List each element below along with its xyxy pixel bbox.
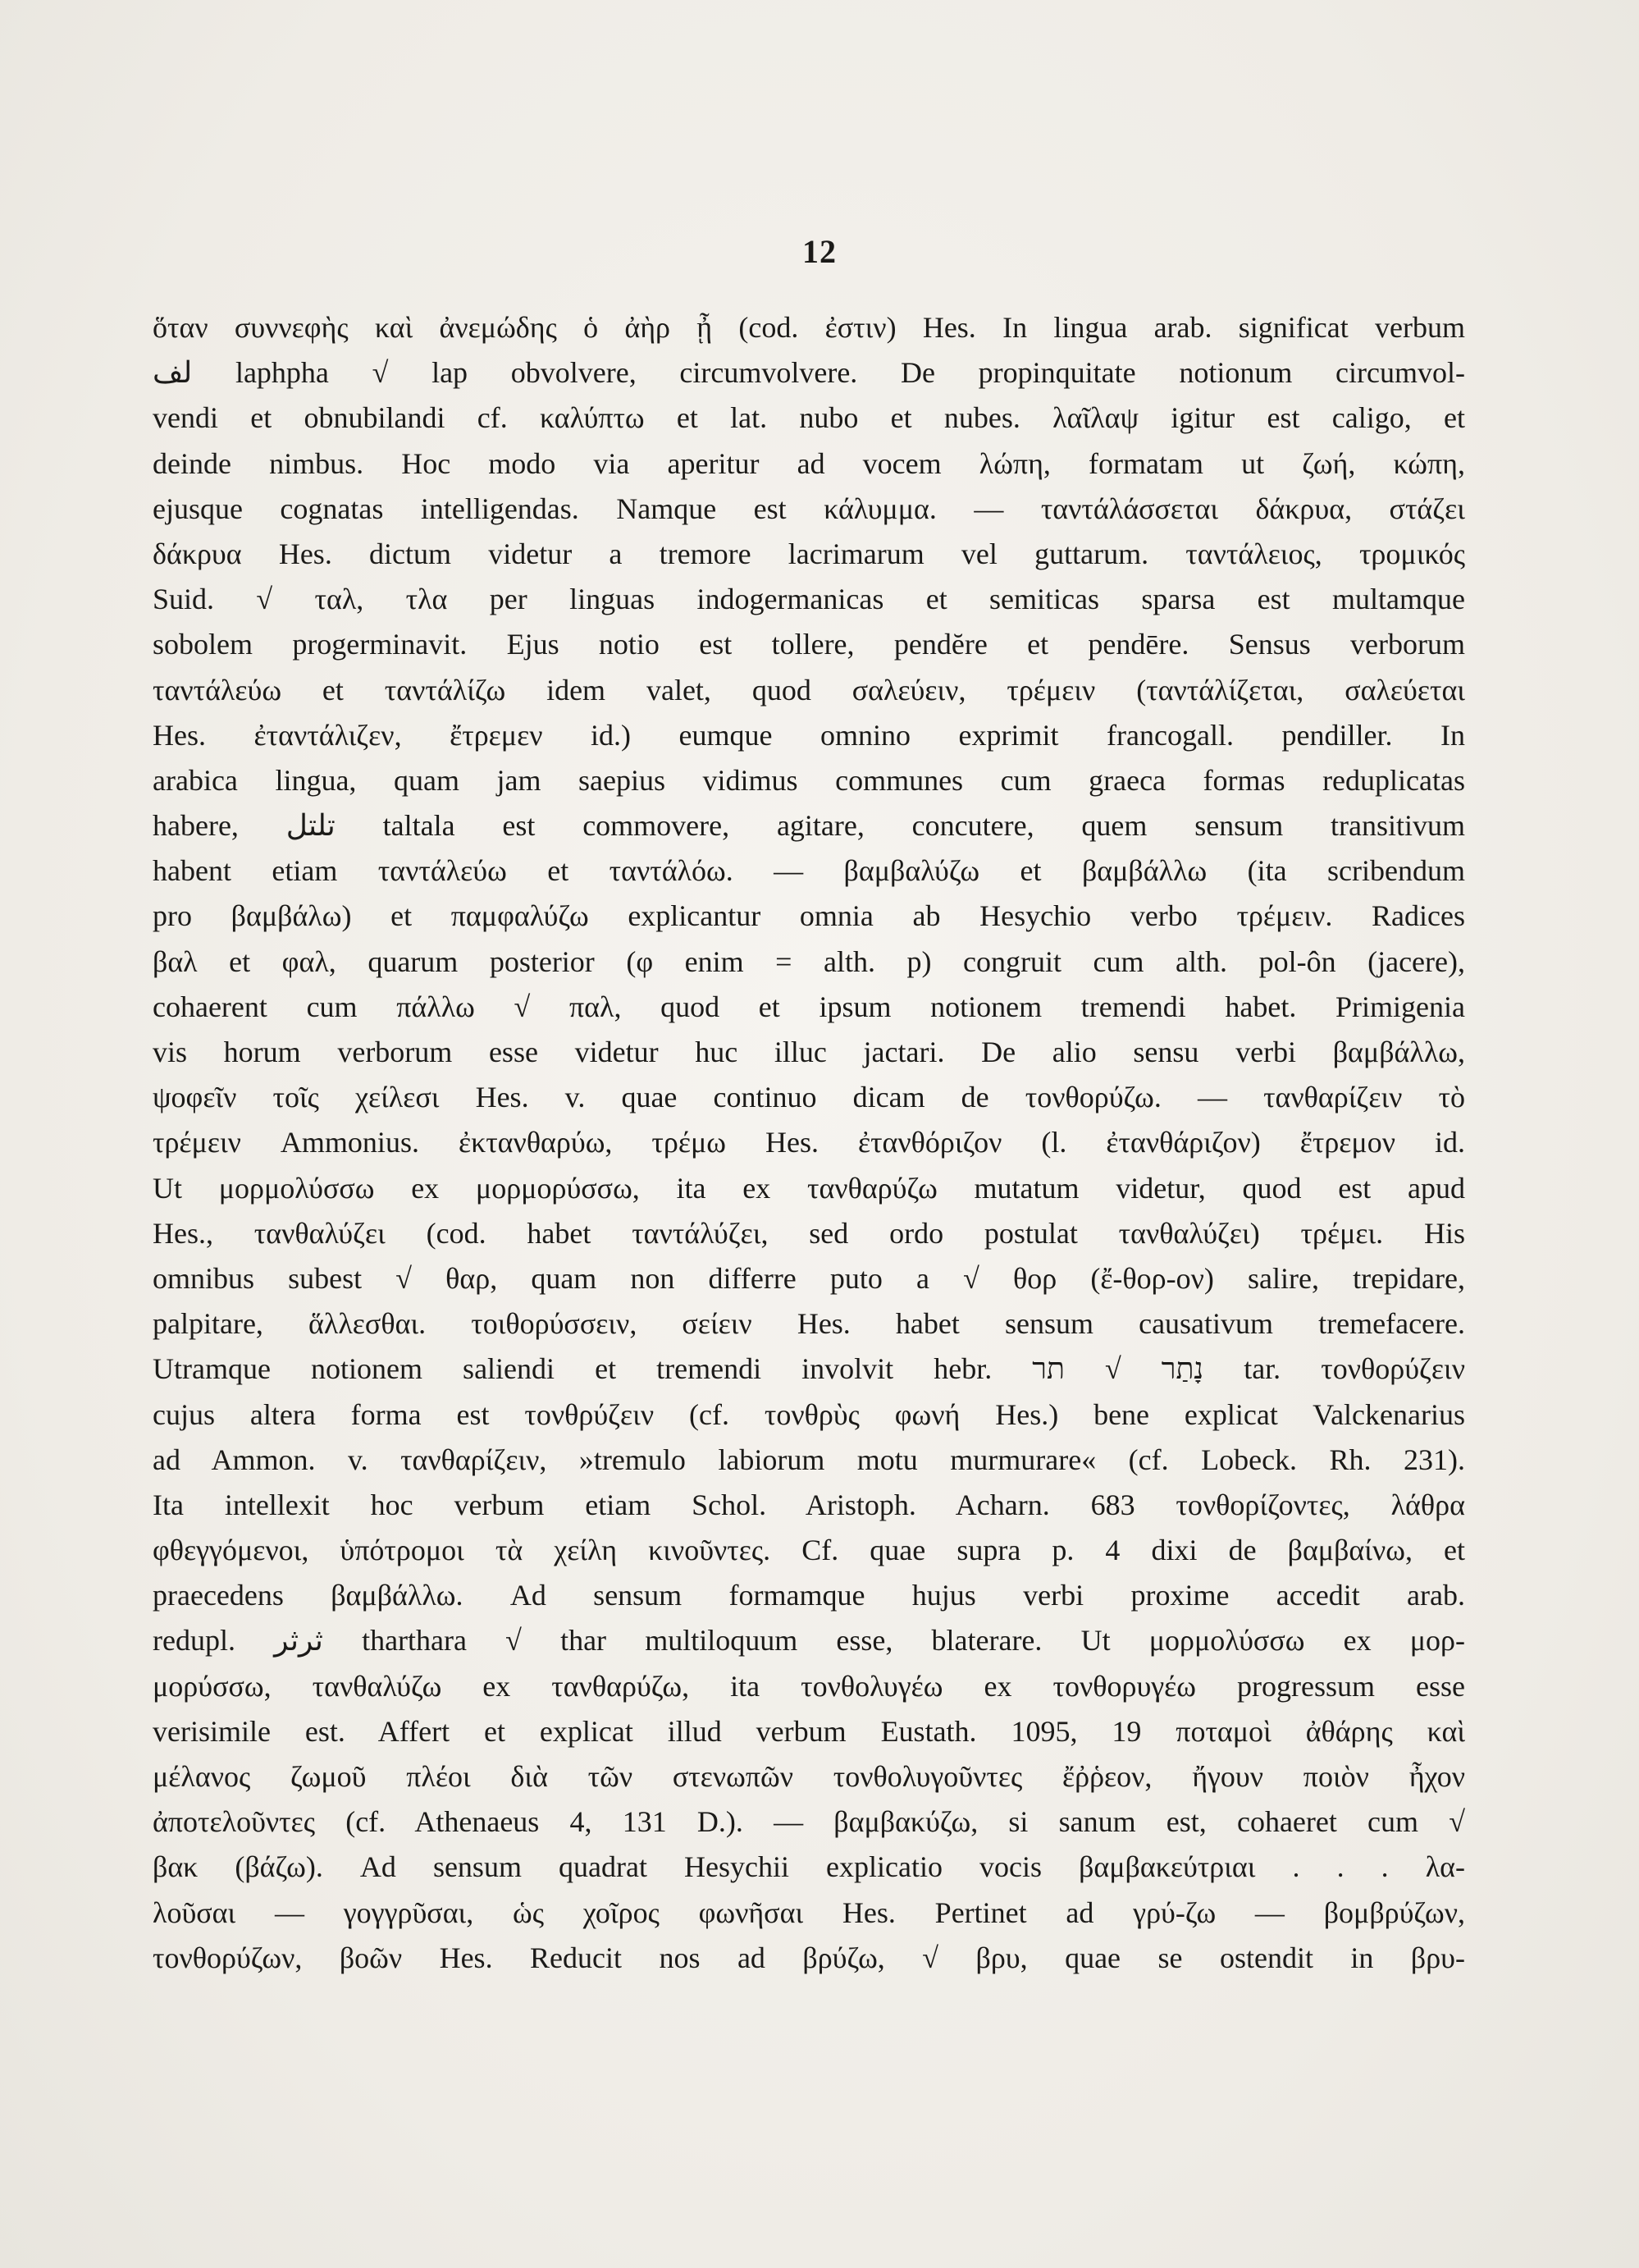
text-line: ejusque cognatas intelligendas. Namque est κάλυμμα. — ταντάλάσσεται δάκρυα, στάζει — [153, 492, 1465, 525]
text-line: Utramque notionem saliendi et tremendi involvit hebr. נָתַר √ תר tar. τονθορύζειν — [153, 1352, 1465, 1386]
text-line: Hes., τανθαλύζει (cod. habet ταντάλύζει, sed ordo postulat τανθαλύζει) τρέμει. His — [153, 1216, 1465, 1250]
text-line: μέλανος ζωμοῦ πλέοι διὰ τῶν στενωπῶν τονθολυγοῦντες ἔῤῥεον, ἤγουν ποιὸν ἦχον — [153, 1760, 1465, 1793]
text-line: vendi et obnubilandi cf. καλύπτω et lat. nubo et nubes. λαῖλαψ igitur est caligo, et — [153, 401, 1465, 435]
text-line: Ita intellexit hoc verbum etiam Schol. Aristoph. Acharn. 683 τονθορίζοντες, λάθρα — [153, 1488, 1465, 1521]
text-line: ἀποτελοῦντες (cf. Athenaeus 4, 131 D.). — βαμβακύζω, si sanum est, cohaeret cum √ — [153, 1805, 1465, 1839]
text-line: redupl. ثرثر tharthara √ thar multiloquum esse, blaterare. Ut μορμολύσσω ex μορ- — [153, 1624, 1465, 1658]
text-line: λοῦσαι — γογγρῦσαι, ὡς χοῖρος φωνῆσαι Hes. Pertinet ad γρύ-ζω — βομβρύζων, — [153, 1895, 1465, 1929]
text-line: ad Ammon. v. τανθαρίζειν, »tremulo labiorum motu murmurare« (cf. Lobeck. Rh. 231). — [153, 1443, 1465, 1476]
text-line: τονθορύζων, βοῶν Hes. Reducit nos ad βρύζω, √ βρυ, quae se ostendit in βρυ- — [153, 1941, 1465, 1974]
text-line: verisimile est. Affert et explicat illud verbum Eustath. 1095, 19 ποταμοὶ ἀθάρης καὶ — [153, 1714, 1465, 1748]
text-line: deinde nimbus. Hoc modo via aperitur ad vocem λώπη, formatam ut ζωή, κώπη, — [153, 446, 1465, 480]
text-line: arabica lingua, quam jam saepius vidimus communes cum graeca formas reduplicatas — [153, 763, 1465, 797]
text-line: cujus altera forma est τονθρύζειν (cf. τονθρὺς φωνή Hes.) bene explicat Valckenarius — [153, 1397, 1465, 1431]
text-line: sobolem progerminavit. Ejus notio est tollere, pendĕre et pendēre. Sensus verborum — [153, 628, 1465, 661]
text-line: palpitare, ἅλλεσθαι. τοιθορύσσειν, σείειν Hes. habet sensum causativum tremefacere. — [153, 1307, 1465, 1341]
text-line: μορύσσω, τανθαλύζω ex τανθαρύζω, ita τονθολυγέω ex τονθορυγέω progressum esse — [153, 1669, 1465, 1703]
text-line: praecedens βαμβάλλω. Ad sensum formamque hujus verbi proxime accedit arab. — [153, 1579, 1465, 1612]
text-line: δάκρυα Hes. dictum videtur a tremore lacrimarum vel guttarum. ταντάλειος, τρομικός — [153, 537, 1465, 570]
text-line: cohaerent cum πάλλω √ παλ, quod et ipsum notionem tremendi habet. Primigenia — [153, 990, 1465, 1023]
text-line: لف laphpha √ lap obvolvere, circumvolvere. De propinquitate notionum circumvol- — [153, 356, 1465, 390]
text-line: habere, تلتل taltala est commovere, agitare, concutere, quem sensum transitivum — [153, 809, 1465, 843]
text-line: pro βαμβάλω) et παμφαλύζω explicantur omnia ab Hesychio verbo τρέμειν. Radices — [153, 899, 1465, 933]
text-line: vis horum verborum esse videtur huc illuc jactari. De alio sensu verbi βαμβάλλω, — [153, 1036, 1465, 1068]
text-line: ψοφεῖν τοῖς χείλεσι Hes. v. quae continuo dicam de τονθορύζω. — τανθαρίζειν τὸ — [153, 1081, 1465, 1114]
page-number: 12 — [802, 233, 837, 270]
text-line — [153, 1981, 1465, 2026]
body-text — [153, 305, 1465, 2026]
text-line: βαλ et φαλ, quarum posterior (φ enim = alth. p) congruit cum alth. pol-ôn (jacere), — [153, 944, 1465, 978]
text-line: omnibus subest √ θαρ, quam non differre puto a √ θορ (ἔ-θορ-ον) salire, trepidare, — [153, 1261, 1465, 1295]
text-line: habent etiam ταντάλεύω et ταντάλόω. — βαμβαλύζω et βαμβάλλω (ita scribendum — [153, 854, 1465, 888]
text-line: φθεγγόμενοι, ὑπότρομοι τὰ χείλη κινοῦντες. Cf. quae supra p. 4 dixi de βαμβαίνω, et — [153, 1534, 1465, 1567]
text-line: Suid. √ ταλ, τλα per linguas indogermanicas et semiticas sparsa est multamque — [153, 583, 1465, 616]
text-line: ὅταν συννεφὴς καὶ ἀνεμώδης ὁ ἀὴρ ᾖ (cod. ἐστιν) Hes. In lingua arab. significat verbum — [153, 311, 1465, 344]
text-line: τρέμειν Ammonius. ἐκτανθαρύω, τρέμω Hes. ἐτανθόριζον (l. ἐτανθάριζον) ἔτρεμον id. — [153, 1126, 1465, 1159]
text-line: Hes. ἐταντάλιζεν, ἔτρεμεν id.) eumque omnino exprimit francogall. pendiller. In — [153, 718, 1465, 752]
text-line: ταντάλεύω et ταντάλίζω idem valet, quod σαλεύειν, τρέμειν (ταντάλίζεται, σαλεύεται — [153, 673, 1465, 706]
text-line: Ut μορμολύσσω ex μορμορύσσω, ita ex τανθαρύζω mutatum videtur, quod est apud — [153, 1171, 1465, 1205]
text-line: βακ (βάζω). Ad sensum quadrat Hesychii explicatio vocis βαμβακεύτριαι . . . λα- — [153, 1850, 1465, 1884]
